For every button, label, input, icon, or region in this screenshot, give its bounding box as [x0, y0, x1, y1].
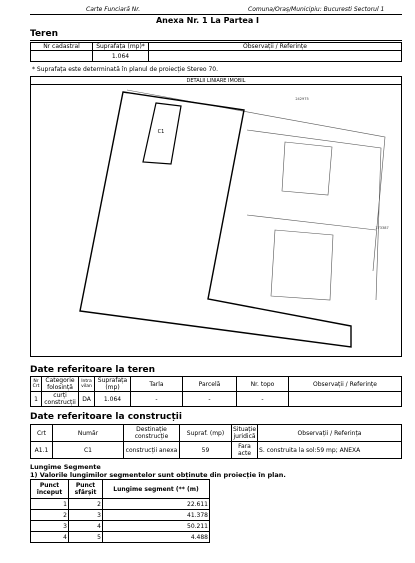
cell-punct-sfarsit: 3 [69, 510, 103, 521]
col-observatii: Observații / Referințe [289, 377, 402, 392]
col-suprafata: Suprafața (mp)* [93, 43, 149, 51]
header-rule [30, 14, 402, 15]
col-crt: Crt [31, 425, 53, 442]
cell-punct-inceput: 3 [31, 521, 69, 532]
cell-suprafata: 1.064 [95, 392, 131, 407]
cell-situatie: Fara acte [232, 442, 258, 459]
col-punct-sfarsit: Punct sfârșit [69, 480, 103, 499]
date-constructii-title: Date referitoare la construcții [30, 412, 182, 422]
table-row [31, 442, 402, 459]
col-tarla: Tarla [131, 377, 183, 392]
cell-crt: A1.1 [31, 442, 53, 459]
table-row [31, 521, 210, 532]
cell-observatii: S. construita la sol:59 mp; ANEXA [258, 442, 402, 459]
table-row [31, 392, 402, 407]
cell-punct-inceput: 2 [31, 510, 69, 521]
teren-rule [30, 40, 402, 41]
date-constructii-table [30, 424, 402, 459]
plan-title: DETALII LINIARE IMOBIL [31, 77, 401, 85]
cell-numar: C1 [53, 442, 124, 459]
cell-observatii [149, 51, 402, 62]
col-suprafata: Supraf. (mp) [180, 425, 232, 442]
teren-table [30, 42, 402, 62]
header-book-label: Carte Funciară Nr. [86, 6, 141, 13]
teren-section-title: Teren [30, 29, 58, 39]
header-locality: Comuna/Oraș/Municipiu: Bucuresti Sectorul 1 [248, 6, 385, 13]
col-categorie: Categorie folosință [42, 377, 79, 392]
neighbor-boundary [127, 90, 385, 271]
neighbor-line [247, 215, 376, 230]
neighbor-boundary-2 [247, 130, 381, 300]
plan-drawing [31, 85, 401, 356]
cell-punct-inceput: 1 [31, 499, 69, 510]
cell-categorie: curți construcții [42, 392, 79, 407]
neighbor-building-2 [271, 230, 333, 300]
cell-punct-sfarsit: 2 [69, 499, 103, 510]
col-situatie: Situație juridică [233, 426, 257, 440]
cell-destinatie: construcții anexa [124, 442, 180, 459]
col-nr-cadastral: Nr cadastral [31, 43, 93, 51]
col-nr-topo: Nr. topo [237, 377, 289, 392]
cell-intravilan: DA [79, 392, 95, 407]
parcel-boundary [80, 92, 351, 347]
segmente-table [30, 479, 210, 543]
table-row [31, 51, 402, 62]
cell-lungime: 22.611 [103, 499, 210, 510]
cell-nr-crt: 1 [31, 392, 42, 407]
table-header-row [31, 43, 402, 51]
table-row [31, 510, 210, 521]
plan-frame [30, 76, 402, 357]
col-intravilan: Intra vilan [79, 377, 95, 392]
date-teren-table [30, 376, 402, 407]
table-header-row [31, 377, 402, 392]
cell-suprafata: 59 [180, 442, 232, 459]
table-header-row [31, 480, 210, 499]
cell-lungime: 50.211 [103, 521, 210, 532]
col-nr-crt: Nr Crt [31, 377, 42, 392]
table-row [31, 499, 210, 510]
cell-lungime: 4.488 [103, 532, 210, 543]
cell-parcela: - [183, 392, 237, 407]
neighbor-building-1 [282, 142, 332, 195]
col-suprafata: Suprafața (mp) [95, 377, 131, 392]
building-c1-label: C1 [157, 129, 165, 135]
col-destinatie: Destinație construcție [124, 425, 180, 442]
cell-punct-sfarsit: 4 [69, 521, 103, 532]
annex-title: Anexa Nr. 1 La Partea I [155, 16, 259, 25]
col-observatii: Observații / Referințe [149, 43, 402, 51]
cell-tarla: - [131, 392, 183, 407]
cell-lungime: 41.378 [103, 510, 210, 521]
cell-observatii [289, 392, 402, 407]
segmente-title: Lungime Segmente [30, 463, 101, 471]
col-punct-inceput: Punct început [31, 480, 69, 499]
cell-punct-inceput: 4 [31, 532, 69, 543]
col-parcela: Parcelă [183, 377, 237, 392]
col-numar: Număr [53, 425, 124, 442]
cell-nr-topo: - [237, 392, 289, 407]
col-observatii: Observații / Referința [258, 425, 402, 442]
cell-punct-sfarsit: 5 [69, 532, 103, 543]
segmente-subtitle: 1) Valorile lungimilor segmentelor sunt obținute din proiecție în plan. [30, 471, 286, 479]
table-row [31, 532, 210, 543]
table-header-row [31, 425, 402, 442]
cell-suprafata: 1.064 [93, 51, 149, 62]
col-lungime: Lungime segment (** (m) [103, 480, 210, 499]
date-teren-title: Date referitoare la teren [30, 365, 156, 375]
teren-note: * Suprafața este determinată în planul de proiecție Stereo 70. [32, 66, 219, 73]
cell-nr-cadastral [31, 51, 93, 62]
neighbor-right-label: 173387 [375, 226, 389, 230]
neighbor-top-label: 242975 [295, 97, 309, 101]
